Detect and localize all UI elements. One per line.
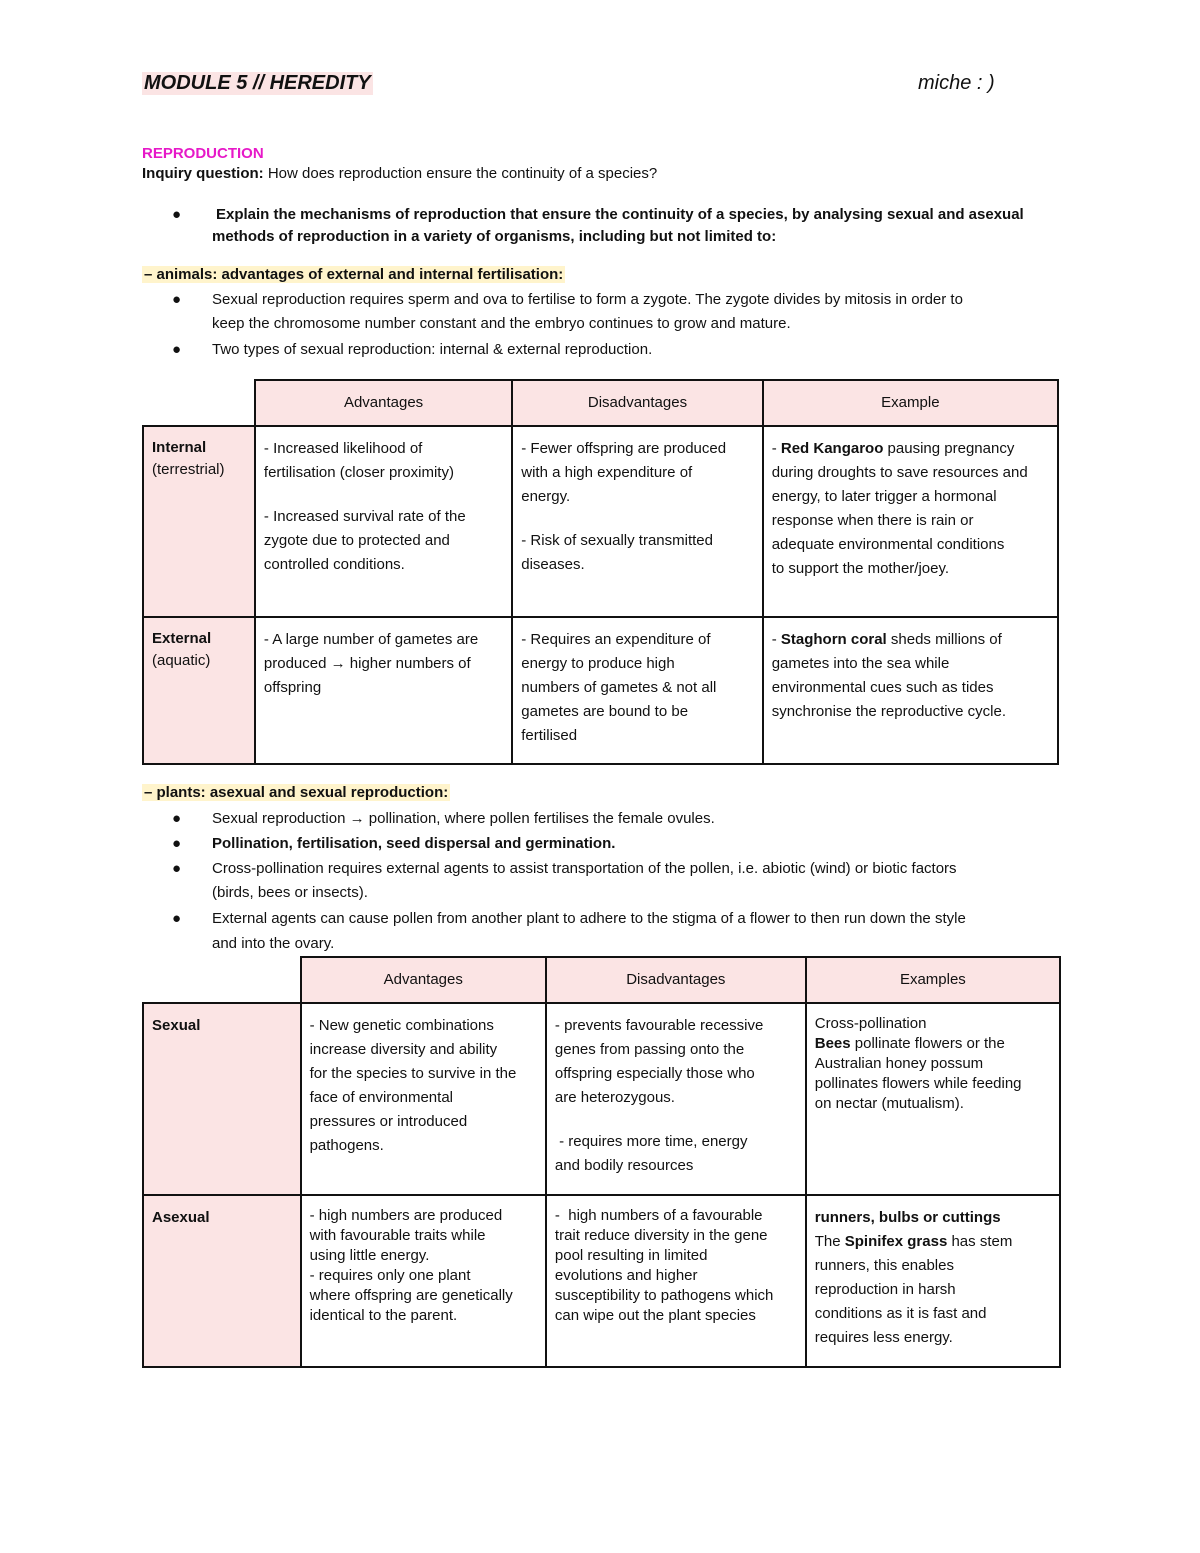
cell-text: gametes are bound to be [521, 703, 689, 720]
bullet-dot-icon: ● [172, 206, 182, 223]
cell-text: fertilisation (closer proximity) [263, 464, 454, 481]
column-header: Disadvantages [512, 380, 762, 426]
row-header [143, 617, 255, 764]
disadvantages-cell [512, 617, 762, 764]
row-label: Internal [152, 439, 207, 456]
bullet-line: Sexual reproduction → pollination, where pollen fertilises the female ovules. [212, 810, 715, 827]
column-header: Advantages [301, 957, 546, 1003]
bullet-line: keep the chromosome number constant and the embryo continues to grow and mature. [212, 315, 791, 332]
advantages-cell [255, 426, 512, 617]
cell-text: - requires more time, energy [554, 1133, 748, 1150]
cell-text: - [771, 440, 781, 457]
cell-text: - high numbers of a favourable [554, 1207, 763, 1224]
cell-text: pausing pregnancy [883, 440, 1015, 457]
example-cell [806, 1195, 1060, 1367]
animals-table [142, 379, 1059, 765]
cell-text: The [814, 1233, 845, 1250]
cell-text: using little energy. [309, 1247, 430, 1264]
cell-text: genes from passing onto the [554, 1041, 745, 1058]
cell-text: - Risk of sexually transmitted [521, 532, 713, 549]
example-cell [763, 426, 1058, 617]
disadvantages-cell [546, 1003, 806, 1195]
cell-text: energy, to later trigger a hormonal [771, 488, 997, 505]
cell-text: - Requires an expenditure of [521, 631, 711, 648]
advantages-cell [255, 617, 512, 764]
bullet-dot-icon: ● [172, 810, 182, 827]
advantages-cell [301, 1195, 546, 1367]
page-title: MODULE 5 // HEREDITY [144, 72, 371, 94]
example-heading: runners, bulbs or cuttings [814, 1209, 1001, 1226]
cell-text: pollinates flowers while feeding [814, 1075, 1022, 1092]
cell-text: pathogens. [309, 1137, 384, 1154]
example-cell [806, 1003, 1060, 1195]
table-corner [143, 380, 255, 426]
cell-text: - A large number of gametes are [263, 631, 479, 648]
table-header-row [143, 380, 1058, 426]
table-header-row [143, 957, 1060, 1003]
animals-heading: – animals: advantages of external and internal fertilisation: [144, 266, 564, 283]
cell-text: - [771, 631, 781, 648]
cell-text: requires less energy. [814, 1329, 953, 1346]
cell-text: Cross-pollination [814, 1015, 927, 1032]
bullet-line: (birds, bees or insects). [212, 884, 368, 901]
cell-text: adequate environmental conditions [771, 536, 1005, 553]
cell-text: synchronise the reproductive cycle. [771, 703, 1006, 720]
section-title: REPRODUCTION [142, 145, 264, 162]
disadvantages-cell [512, 426, 762, 617]
cell-text: with a high expenditure of [521, 464, 693, 481]
bullet-line: Sexual reproduction requires sperm and ova to fertilise to form a zygote. The zygote divides by mitosis in order to [212, 291, 963, 308]
bullet-line: Cross-pollination requires external agents to assist transportation of the pollen, i.e. abiotic (wind) or biotic factors [212, 860, 957, 877]
row-header [143, 426, 255, 617]
row-header [143, 1003, 301, 1195]
cell-text: produced → higher numbers of [263, 655, 471, 672]
bullet-dot-icon: ● [172, 291, 182, 308]
cell-text: energy. [521, 488, 571, 505]
row-sublabel: (terrestrial) [152, 461, 225, 478]
column-header: Advantages [255, 380, 512, 426]
cell-text: energy to produce high [521, 655, 675, 672]
cell-text: and bodily resources [554, 1157, 694, 1174]
cell-text: pollinate flowers or the [850, 1035, 1005, 1052]
bullet-dot-icon: ● [172, 341, 182, 358]
cell-text: trait reduce diversity in the gene [554, 1227, 768, 1244]
cell-text: to support the mother/joey. [771, 560, 950, 577]
row-header [143, 1195, 301, 1367]
column-header: Examples [806, 957, 1060, 1003]
cell-text: face of environmental [309, 1089, 453, 1106]
cell-text: for the species to survive in the [309, 1065, 517, 1082]
cell-text: pressures or introduced [309, 1113, 468, 1130]
disadvantages-cell [546, 1195, 806, 1367]
plants-heading: – plants: asexual and sexual reproduction: [144, 784, 449, 801]
cell-text: can wipe out the plant species [554, 1307, 756, 1324]
bullet-dot-icon: ● [172, 910, 182, 927]
example-species: Bees [814, 1035, 851, 1052]
bullet-line: Pollination, fertilisation, seed dispersal and germination. [212, 835, 616, 852]
column-header: Example [763, 380, 1058, 426]
cell-text: - Increased likelihood of [263, 440, 423, 457]
cell-text: fertilised [521, 727, 578, 744]
bullet-line: and into the ovary. [212, 935, 335, 952]
cell-text: zygote due to protected and [263, 532, 450, 549]
cell-text: response when there is rain or [771, 512, 974, 529]
row-label: Asexual [152, 1209, 210, 1226]
bullet-dot-icon: ● [172, 835, 182, 852]
cell-text: evolutions and higher [554, 1267, 698, 1284]
table-row [143, 1195, 1060, 1367]
cell-text: - prevents favourable recessive [554, 1017, 764, 1034]
cell-text: - Fewer offspring are produced [521, 440, 727, 457]
example-cell [763, 617, 1058, 764]
cell-text: pool resulting in limited [554, 1247, 708, 1264]
example-species: Staghorn coral [780, 631, 887, 648]
cell-text: increase diversity and ability [309, 1041, 498, 1058]
cell-text: runners, this enables [814, 1257, 954, 1274]
cell-text: - New genetic combinations [309, 1017, 494, 1034]
cell-text: - Increased survival rate of the [263, 508, 466, 525]
cell-text: susceptibility to pathogens which [554, 1287, 774, 1304]
bullet-line: External agents can cause pollen from another plant to adhere to the stigma of a flower to then run down the style [212, 910, 966, 927]
table-corner [143, 957, 301, 1003]
example-species: Spinifex grass [844, 1233, 948, 1250]
plants-table [142, 956, 1061, 1368]
cell-text: gametes into the sea while [771, 655, 950, 672]
cell-text: reproduction in harsh [814, 1281, 956, 1298]
cell-text: on nectar (mutualism). [814, 1095, 964, 1112]
advantages-cell [301, 1003, 546, 1195]
author-name: miche : ) [918, 72, 995, 94]
row-sublabel: (aquatic) [152, 652, 211, 669]
inquiry-question [142, 165, 657, 182]
cell-text: offspring [263, 679, 322, 696]
cell-text: - requires only one plant [309, 1267, 471, 1284]
cell-text: Australian honey possum [814, 1055, 984, 1072]
bullet-dot-icon: ● [172, 860, 182, 877]
cell-text: conditions as it is fast and [814, 1305, 987, 1322]
main-bullet-line1: Explain the mechanisms of reproduction that ensure the continuity of a species, by analysing sexual and asexual [216, 206, 1024, 223]
cell-text: environmental cues such as tides [771, 679, 994, 696]
cell-text: numbers of gametes & not all [521, 679, 717, 696]
table-row [143, 1003, 1060, 1195]
row-label: Sexual [152, 1017, 201, 1034]
table-row [143, 617, 1058, 764]
cell-text: sheds millions of [886, 631, 1002, 648]
inquiry-text: How does reproduction ensure the continuity of a species? [263, 165, 658, 182]
main-bullet-line2: methods of reproduction in a variety of organisms, including but not limited to: [212, 228, 777, 245]
cell-text: diseases. [521, 556, 585, 573]
inquiry-label: Inquiry question: [142, 165, 264, 182]
table-row [143, 426, 1058, 617]
cell-text: with favourable traits while [309, 1227, 486, 1244]
cell-text: where offspring are genetically [309, 1287, 513, 1304]
bullet-line: Two types of sexual reproduction: internal & external reproduction. [212, 341, 653, 358]
cell-text: identical to the parent. [309, 1307, 458, 1324]
column-header: Disadvantages [546, 957, 806, 1003]
example-species: Red Kangaroo [780, 440, 884, 457]
cell-text: offspring especially those who [554, 1065, 755, 1082]
row-label: External [152, 630, 212, 647]
cell-text: - high numbers are produced [309, 1207, 503, 1224]
cell-text: has stem [947, 1233, 1013, 1250]
cell-text: are heterozygous. [554, 1089, 675, 1106]
cell-text: during droughts to save resources and [771, 464, 1028, 481]
cell-text: controlled conditions. [263, 556, 405, 573]
